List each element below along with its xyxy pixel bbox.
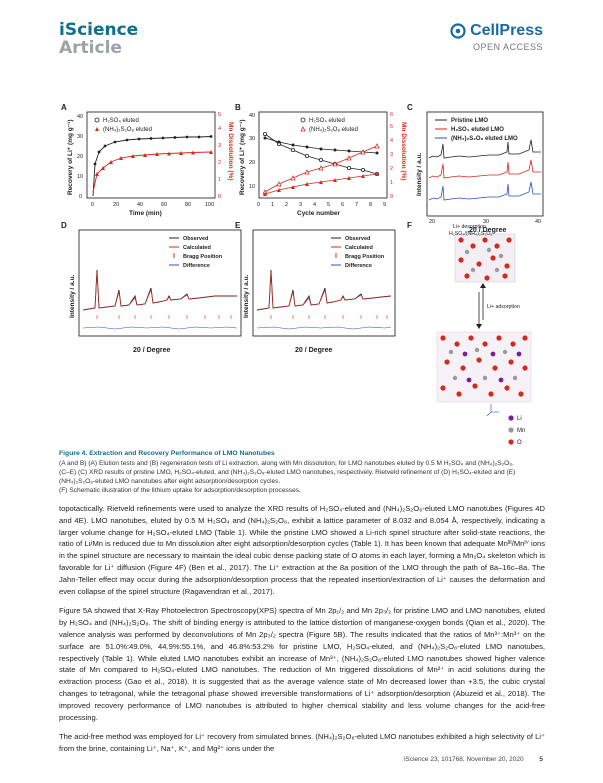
panel-b-ylabel: Recovery of Li⁺ (mg g⁻¹) xyxy=(239,119,246,195)
panel-b-ytick: 30 xyxy=(249,136,256,142)
panel-a-ytick: 20 xyxy=(77,154,84,160)
panel-d-xlabel: 20 / Degree xyxy=(133,347,171,354)
panel-c-xtick: 20 xyxy=(429,219,436,225)
panel-a-ytick-right: 4 xyxy=(218,126,222,132)
panel-d-legend-3: Bragg Position xyxy=(183,254,223,260)
panel-a-ylabel: Recovery of Li⁺ (mg g⁻¹) xyxy=(67,119,74,195)
panel-a-xtick: 80 xyxy=(185,202,192,208)
paragraph: topotactically. Rietveld refinements were used to analyze the XRD results of H₂SO₄-eluted and (NH₄)₂S₂O₈-eluted LMO nanotubes (Figures 4D and 4E). LMO nanotubes, eluted by 0.5 M H₂SO₄ and (NH₄)₂S₂O₈, exhibit a lattice parameter of 8.032 and 8.054 Å, respectively, indicating a larger volume change for H₂SO₄-eluted LMO (Table 1). While the pristine LMO showed a Li-rich spinel structure after solid-state reactions, the ratio of Li/Mn is reduced due to Mn dissolution after eight adsorption/desorption cycles (Table 1). It has been known that adequate Mnᴵᴵᴵ/Mnᴵⱽ ions in the spinel structure are necessary to maintain the ideal cubic dense packing state of O atoms in each layer, forming a Mn₂O₄ skeleton which is favorable for Li⁺ diffusion (Figure 4F) (Ben et al., 2017). The Li⁺ extraction at the 8a position of the LMO through the path of 8a–16c–8a. The Jahn-Teller effect may occur during the adsorption/desorption process that the repeated insertion/extraction of Li⁺ causes the deformation and even collapse of the spinel structure (Ragavendran et al., 2017). xyxy=(59,504,545,596)
panel-a-plot xyxy=(67,112,234,217)
panel-e-legend-3: Bragg Position xyxy=(345,254,385,260)
panel-b-xlabel: Cycle number xyxy=(297,210,340,217)
citation: iScience 23, 101768, November 20, 2020 xyxy=(403,756,524,763)
panel-b-xtick: 9 xyxy=(383,202,387,208)
panel-b-ytick-right: 3 xyxy=(390,152,394,158)
panel-a-ytick: 0 xyxy=(79,194,83,200)
panel-e-legend-1: Observed xyxy=(345,236,371,242)
panel-b-xtick: 5 xyxy=(327,202,331,208)
panel-d-legend-4: Difference xyxy=(183,263,210,269)
panel-f-adsorption-label: Li+ adsorption xyxy=(487,304,520,310)
panel-c-legend-1: Pristine LMO xyxy=(451,118,489,124)
panel-b-ylabel-right: Mn Dissolution (%) xyxy=(400,122,407,181)
panel-b-ytick-right: 6 xyxy=(390,112,394,118)
panel-c-ylabel: Intensity / a.u. xyxy=(416,152,423,196)
panel-e-xlabel: 20 / Degree xyxy=(295,347,333,354)
panel-label-c: C xyxy=(407,103,413,112)
panel-d-plot xyxy=(69,230,241,354)
panel-b-xtick: 4 xyxy=(313,202,317,208)
panel-a-ytick-right: 2 xyxy=(218,160,222,166)
panel-label-b: B xyxy=(235,103,241,112)
caption-line: (C–E) (C) XRD results of pristine LMO, H₂SO₄-eluted, and (NH₄)₂S₂O₈-eluted LMO nanotubes, respectively. Rietveld refinement of (D) H₂SO₄-eluted and (E) (NH₄)₂S₂O₈-eluted LMO nanotubes after eight adsorption/desorption cycles. xyxy=(59,469,516,485)
panel-e-legend-4: Difference xyxy=(345,263,372,269)
article-type: Article xyxy=(59,38,122,58)
panel-f-eluent-label: H₂SO₄/(NH₄)₂S₂O₈ xyxy=(449,231,493,237)
panel-d-legend-2: Calculated xyxy=(183,245,211,251)
panel-b-ytick: 40 xyxy=(249,113,256,119)
panel-a-ylabel-right: Mn Dissolution (%) xyxy=(227,122,234,181)
panel-a-xtick: 0 xyxy=(91,202,95,208)
panel-b-ytick: 20 xyxy=(249,160,256,166)
cellpress-emblem-icon xyxy=(450,23,466,39)
caption-title: Figure 4. Extraction and Recovery Performance of LMO Nanotubes xyxy=(59,450,275,457)
panel-b-ytick-right: 0 xyxy=(390,194,394,200)
body-text xyxy=(59,503,545,763)
page-number: 5 xyxy=(539,756,543,763)
panel-b-ytick-right: 4 xyxy=(390,138,394,144)
panel-a-ytick-right: 0 xyxy=(218,194,222,200)
panel-f-legend-o: O xyxy=(517,440,522,446)
panel-e-legend-2: Calculated xyxy=(345,245,373,251)
panel-f-legend-li: Li xyxy=(517,416,522,422)
panel-a-xtick: 100 xyxy=(205,202,215,208)
figure-caption xyxy=(59,449,545,495)
panel-b-xtick: 0 xyxy=(257,202,261,208)
axis-triad-icon xyxy=(487,404,499,416)
open-access-label: OPEN ACCESS xyxy=(472,42,543,52)
panel-c-legend-3: (NH₄)₂S₂O₈ eluted LMO xyxy=(451,136,518,142)
panel-b-plot xyxy=(239,112,407,217)
publisher-name: CellPress xyxy=(470,22,543,39)
panel-c-xtick: 30 xyxy=(483,219,490,225)
panel-a-xtick: 60 xyxy=(161,202,168,208)
panel-a-xtick: 40 xyxy=(137,202,144,208)
panel-f-schematic xyxy=(437,224,531,446)
panel-label-a: A xyxy=(61,103,67,112)
panel-b-legend-2: (NH₄)₂S₂O₈ eluted xyxy=(309,127,358,133)
panel-a-ytick-right: 3 xyxy=(218,143,222,149)
panel-f-desorption-label: Li+ desorption xyxy=(453,224,486,230)
paragraph: Figure 5A showed that X-Ray Photoelectron Spectroscopy(XPS) spectra of Mn 2p₁/₂ and Mn 2p₃/₂ for pristine LMO and LMO nanotubes, eluted by H₂SO₄ and (NH₄)₂S₂O₈. The shift of binding energy is attributed to the lattice distortion of manganese-oxygen bonds (Qian et al., 2020). The valence analysis was performed by deconvolutions of Mn 2p₃/₂ spectra (Figure 5B). The results indicated that the ratios of Mn³⁺:Mn³⁺ on the surface are 51.0%:49.0%, 44.9%:55.1%, and 46.8%:53.2% for pristine LMO, H₂SO₄-eluted, and (NH₄)₂S₂O₈-eluted LMO nanotubes, respectively (Table 1). While eluted LMO nanotubes exhibit an increase of Mn³⁺, (NH₄)₂S₂O₈-eluted LMO nanotubes showed higher valence state of Mn compared to H₂SO₄-eluted LMO nanotubes. The reduction of Mn triggered dissolutions of Mn²⁺ in acid solutions during the extraction process (Gao et al., 2018). It is suggested that as the average valence state of Mn decreased lower than +3.5, the cubic crystal changes to tetragonal, while the tetragonal phase showed irreversible transformations of Li⁺ adsorption/desorption (Abuzeid et al., 2018). The improved recovery performance of LMO nanotubes is attributed to higher chemical stability and less volume changes for the acid-free processing. xyxy=(59,606,545,722)
panel-a-ytick: 30 xyxy=(77,134,84,140)
panel-b-legend-1: H₂SO₄ eluted xyxy=(309,118,345,124)
crystal-structure-top xyxy=(455,234,515,282)
panel-b-ytick: 10 xyxy=(249,184,256,190)
panel-b-xtick: 3 xyxy=(299,202,303,208)
panel-a-xlabel: Time (min) xyxy=(129,210,162,217)
panel-c-xlabel: 20 / Degree xyxy=(469,227,507,234)
panel-label-d: D xyxy=(61,221,67,230)
caption-line: (F) Schematic illustration of the lithium uptake for adsorption/desorption processes. xyxy=(59,487,301,494)
panel-b-ytick-right: 5 xyxy=(390,124,394,130)
panel-e-ylabel: Intensity / a.u. xyxy=(243,274,250,318)
panel-label-e: E xyxy=(235,221,241,230)
panel-a-legend-1: H₂SO₄ eluted xyxy=(103,118,139,124)
panel-a-ytick: 10 xyxy=(77,174,84,180)
panel-d-ylabel: Intensity / a.u. xyxy=(69,274,76,318)
journal-name: iScience xyxy=(59,20,139,40)
panel-e-plot xyxy=(243,230,395,354)
panel-b-xtick: 8 xyxy=(369,202,373,208)
panel-b-ytick-right: 2 xyxy=(390,166,394,172)
panel-c-xtick: 40 xyxy=(535,219,542,225)
panel-a-ytick-right: 5 xyxy=(218,112,222,118)
publisher-logo xyxy=(450,22,543,52)
panel-a-ytick: 40 xyxy=(77,114,84,120)
paragraph: The acid-free method was employed for Li⁺ recovery from simulated brines. (NH₄)₂S₂O₈-eluted LMO nanotubes exhibited a high selectivity of Li⁺ from the brine, containing Li⁺, Na⁺, K⁺, and Mg²⁺ ions under the xyxy=(59,732,545,754)
panel-b-xtick: 7 xyxy=(355,202,359,208)
panel-a-xtick: 20 xyxy=(113,202,120,208)
panel-d-legend-1: Observed xyxy=(183,236,209,242)
panel-b-xtick: 6 xyxy=(341,202,345,208)
panel-a-legend-2: (NH₄)₂S₂O₈ eluted xyxy=(103,127,152,133)
panel-a-ytick-right: 1 xyxy=(218,177,222,183)
page-footer xyxy=(404,756,543,763)
panel-b-ytick-right: 1 xyxy=(390,180,394,186)
crystal-structure-bottom xyxy=(437,332,531,402)
panel-f-legend-mn: Mn xyxy=(517,428,526,434)
caption-line: (A and B) (A) Elution tests and (B) regeneration tests of Li extraction, along with Mn dissolution, for LMO nanotubes eluted by 0.5 M H₂SO₄ and (NH₄)₂S₂O₈. xyxy=(59,460,514,467)
panel-label-f: F xyxy=(407,221,412,230)
panel-b-xtick: 2 xyxy=(285,202,289,208)
panel-c-legend-2: H₂SO₄ eluted LMO xyxy=(451,127,504,133)
journal-logo xyxy=(59,22,138,57)
figure-4 xyxy=(59,100,545,460)
panel-b-xtick: 1 xyxy=(271,202,275,208)
panel-c-plot xyxy=(416,112,543,234)
